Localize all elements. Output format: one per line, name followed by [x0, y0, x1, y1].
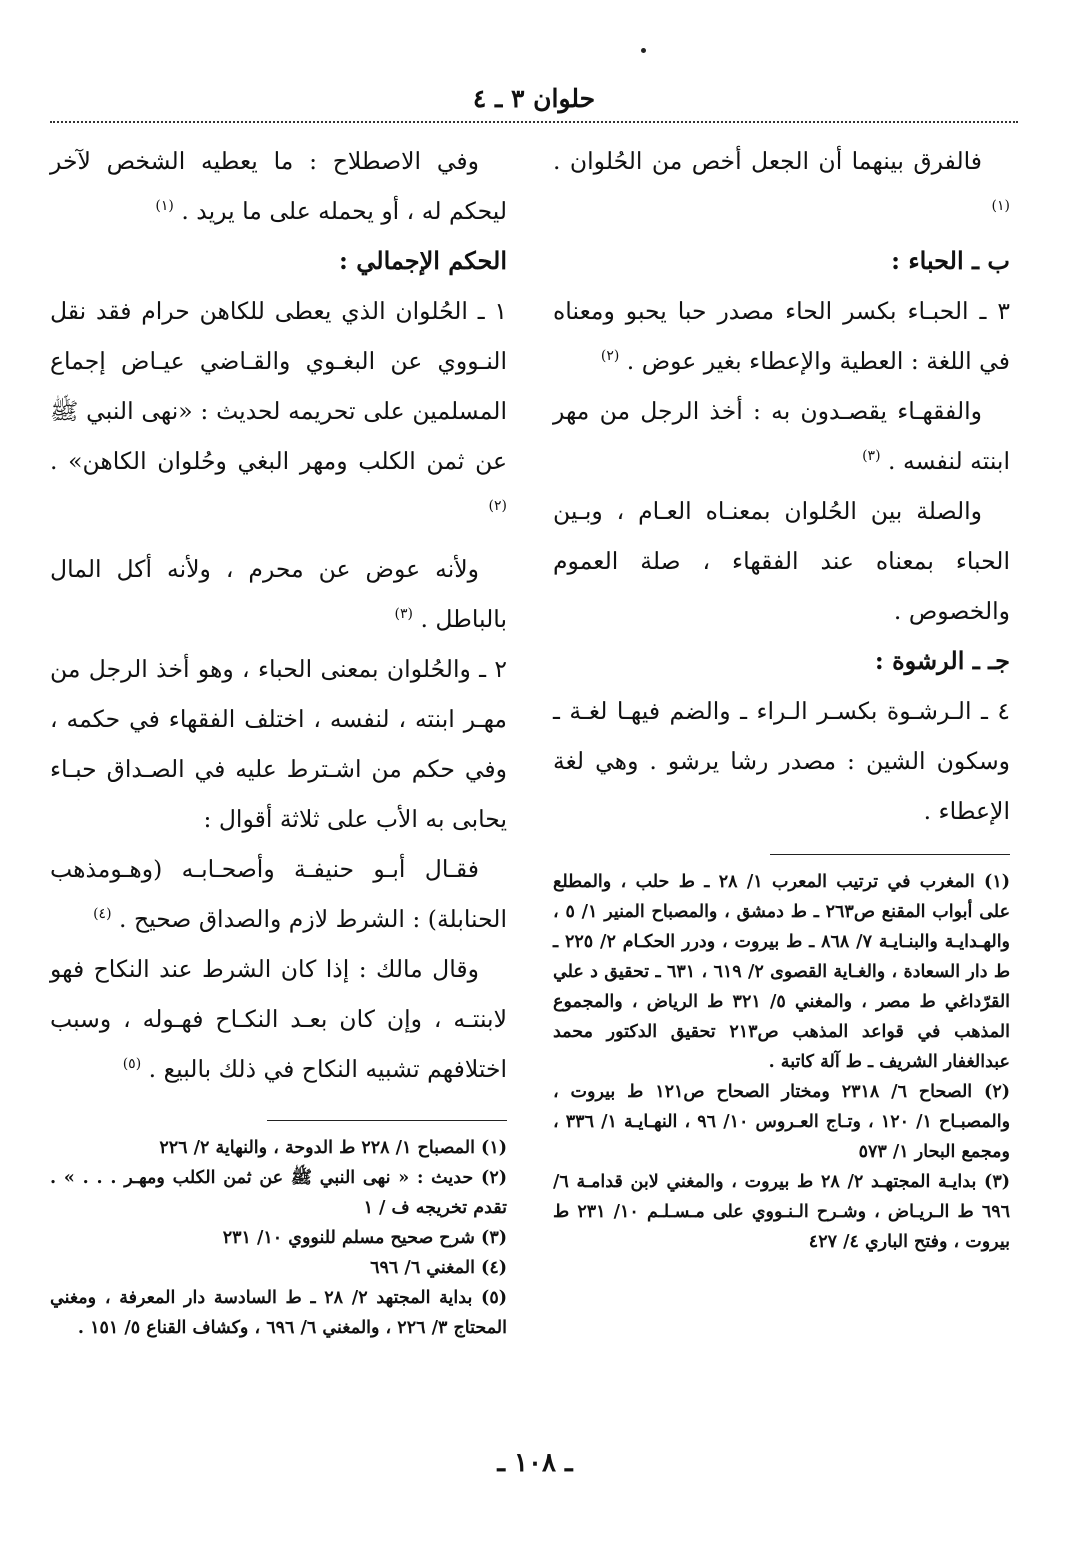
footnote: (٣) شرح صحيح مسلم للنووي ١٠/ ٢٣١ — [222, 1228, 507, 1248]
header-divider — [50, 121, 1018, 123]
page-header: حلوان ٣ ـ ٤ — [472, 84, 596, 113]
left-column — [50, 136, 507, 1343]
paragraph: ٤ ـ الـرشـوة بكسـر الـراء ـ والضم فيهـا لغـة ـ وسكون الشين : مصدر رشا يرشو . وهي لغة الإعطاء . — [553, 697, 1010, 825]
paragraph: وفي الاصطلاح : ما يعطيه الشخص لآخر ليحكم له ، أو يحمله على ما يريد . $^{(١)}$ — [50, 147, 507, 225]
paragraph: فقـال أبـو حنيفـة وأصحـابـه (وهـومذهب الحنابلة) : الشرط لازم والصداق صحيح . $^{(٤)}$ — [50, 855, 507, 933]
paragraph: وقال مالك : إذا كان الشرط عند النكاح فهو لابنتـه ، وإن كان بعـد النكـاح فهـوله ، وسبب اختلافهم تشبيه النكاح في ذلك بالبيع . $^{(٥)}$ — [50, 955, 507, 1083]
footnote-divider — [267, 1120, 507, 1121]
footnote: (١) المصباح ١/ ٢٢٨ ط الدوحة ، والنهاية ٢/ ٢٢٦ — [159, 1138, 507, 1158]
paragraph: والفقهـاء يقصـدون به : أخذ الرجل من مهر ابنته لنفسه . $^{(٣)}$ — [553, 397, 1010, 475]
footnote: (١) المغرب في ترتيب المعرب ١/ ٢٨ ـ ط حلب ، والمطلع على أبواب المقنع ص٢٦٣ ـ ط دمشق ، والمصباح المنير ١/ ٥ ، والهـدايـة والبنـايـة ٧/ ٨٦٨ ـ ط بيروت ، ودرر الحكـام ٢/ ٢٢٥ ـ ط دار السعادة ، والغـاية القصوى ٢/ ٦١٩ ، ٦٣١ ـ تحقيق د علي القرّداغي ط مصر ، والمغني ٥/ ٣٢١ ط الرياض ، والمجموع المذهب في قواعد المذهب ص٢١٣ تحقيق الدكتور محمد عبدالغفار الشريف ـ ط آلة كاتبة . — [553, 872, 1011, 1072]
section-heading: ب ـ الحباء : — [891, 246, 1010, 275]
paragraph: والصلة بين الحُلوان بمعنـاه العـام ، وبـين الحباء بمعناه عند الفقهاء ، صلة العموم والخصوص . — [553, 497, 1010, 625]
footnote: (٢) الصحاح ٦/ ٢٣١٨ ومختار الصحاح ص١٢١ ط بيروت ، والمصبـاح ١/ ١٢٠ ، وتـاج العـروس ١٠/ ٩٦ ، النهـايـة ١/ ٣٣٦ ، ومجمع البحار ١/ ٥٧٣ — [553, 1082, 1011, 1162]
footnote-divider — [770, 854, 1010, 855]
paragraph: ٣ ـ الحبـاء بكسر الحاء مصدر حبا يحبو ومعناه في اللغة : العطية والإعطاء بغير عوض . $^{(٢)}$ — [553, 297, 1010, 375]
paragraph: فالفرق بينهما أن الجعل أخص من الحُلوان . $^{(١)}$ — [553, 147, 1010, 215]
footnote: (٢) حديث : « نهى النبي ﷺ عن ثمن الكلب ومهـر . . . » . تقدم تخريجه ف / ١ — [50, 1168, 507, 1218]
right-column — [553, 136, 1010, 1257]
paragraph: ولأنه عوض عن محرم ، ولأنه أكل المال بالباطل . $^{(٣)}$ — [50, 555, 507, 633]
footnote: (٣) بدايـة المجتهـد ٢/ ٢٨ ط بيروت ، والمغني لابن قدامـة ٦/ ٦٩٦ ط الـريـاض ، وشـرح الـنـووي على مـسـلـم ١٠/ ٢٣١ ط بيروت ، وفتح الباري ٤/ ٤٢٧ — [553, 1172, 1011, 1252]
paragraph: ١ ـ الحُلوان الذي يعطى للكاهن حرام فقد نقل النـووي عن البغـوي والقـاضي عيـاض إجماع المسلمين على تحريمه لحديث : «نهى النبي ﷺ عن ثمن الكلب ومهر البغي وحُلوان الكاهن» . $^{(٢)}$ — [50, 297, 507, 515]
paragraph: ٢ ـ والحُلوان بمعنى الحباء ، وهو أخذ الرجل من مهـر ابنته ، لنفسه ، اختلف الفقهاء في حكمه ، وفي حكم من اشـترط عليه في الصـداق حبـاء يحابى به الأب على ثلاثة أقوال : — [50, 655, 507, 833]
section-heading: جـ ـ الرشوة : — [874, 646, 1010, 675]
footnote: (٤) المغني ٦/ ٦٩٦ — [370, 1258, 507, 1278]
footnote: (٥) بداية المجتهد ٢/ ٢٨ ـ ط السادسة دار المعرفة ، ومغني المحتاج ٣/ ٢٢٦ ، والمغني ٦/ ٦٩٦ ، وكشاف القناع ٥/ ١٥١ . — [50, 1288, 508, 1338]
page-number: ـ ١٠٨ ـ — [497, 1448, 573, 1478]
section-heading: الحكم الإجمالي : — [339, 246, 507, 275]
page-dot — [641, 48, 646, 53]
